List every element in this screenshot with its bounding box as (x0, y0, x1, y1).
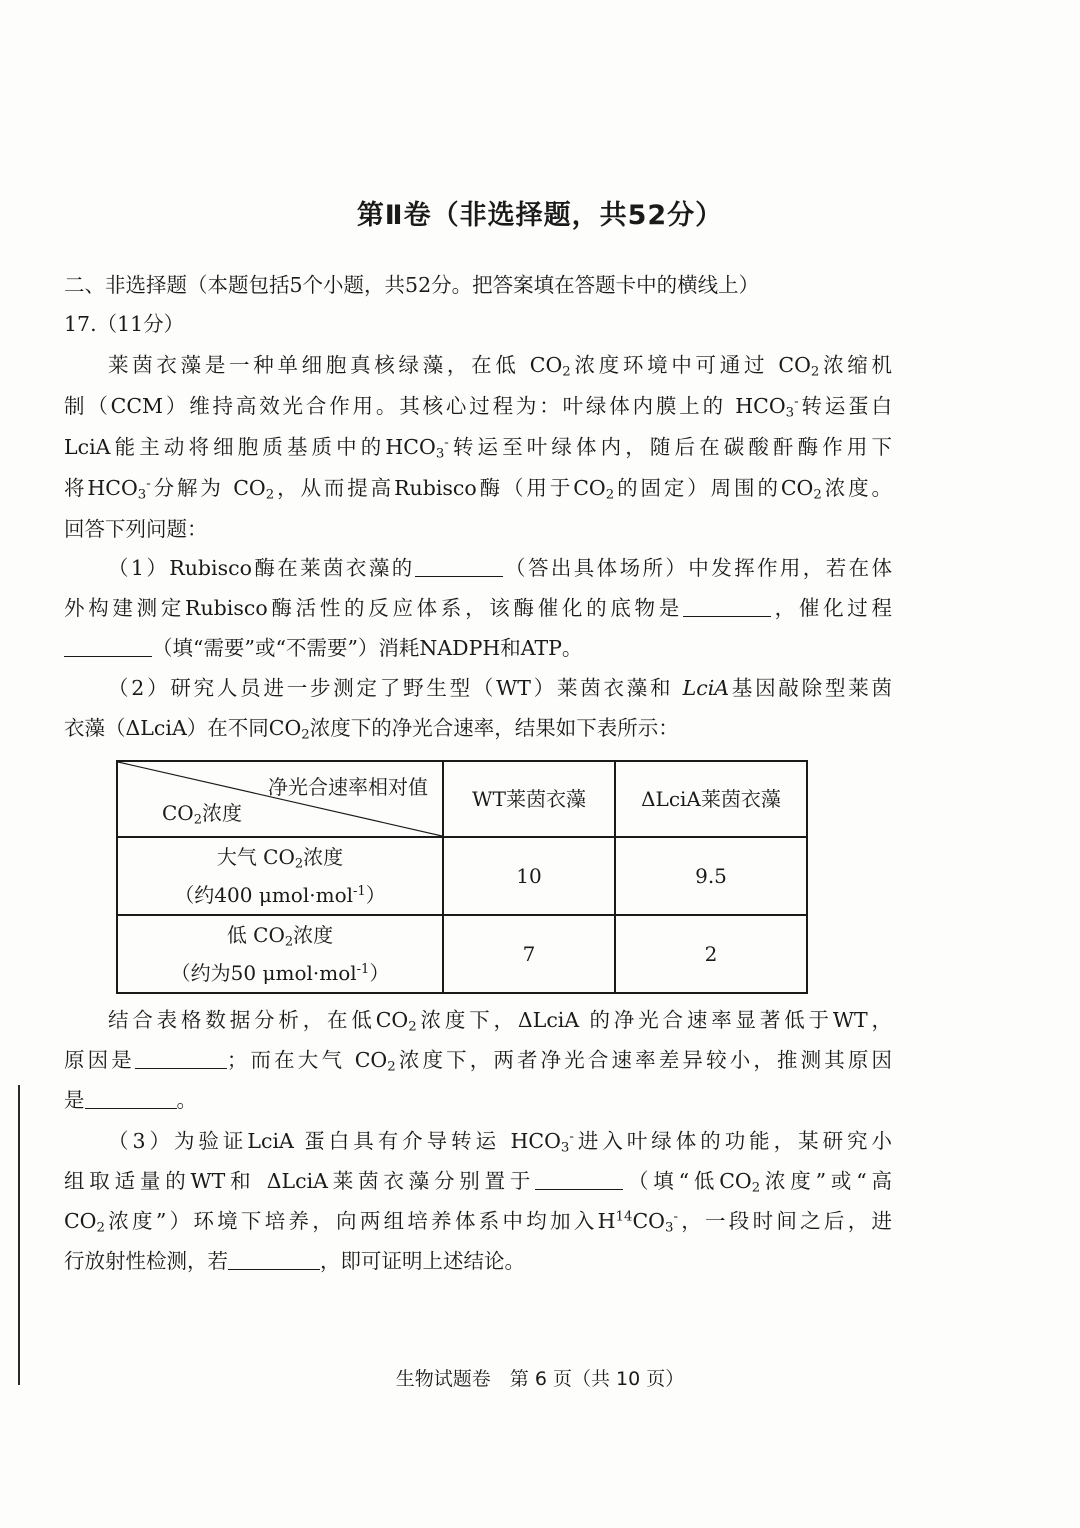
part2-analysis-2: 原因是 ；而在大气 $CO_2$浓度下，两者净光合速率差异较小，推测其原因 (64, 1048, 893, 1075)
part3-line-1: （3）为验证LciA 蛋白具有介导转运 $HCO_3^-$进入叶绿体的功能，某研究小 (108, 1129, 893, 1156)
answer-blank-4[interactable] (135, 1048, 227, 1070)
part2-line-2: 衣藻（ΔLciA）在不同$CO_2$浓度下的净光合速率，结果如下表所示： (64, 716, 679, 743)
cell-mutant: 9.5 (615, 837, 807, 915)
row-label: 低 $CO_2$浓度 （约为50 μmol·mol$^{-1}$） (117, 915, 443, 993)
part1-line-3: （填“需要”或“不需要”）消耗NADPH和ATP。 (64, 628, 892, 668)
intro-line-4: 将$HCO_3^-$分解为 $CO_2$，从而提高Rubisco酶（用于$CO_2$的固定）周围的$CO_2$浓度。 (64, 476, 892, 503)
intro-line-2: 制（CCM）维持高效光合作用。其核心过程为：叶绿体内膜上的 $HCO_3^-$转运蛋白 (64, 394, 893, 421)
answer-blank-5[interactable] (85, 1088, 177, 1110)
header-mutant: ΔLciA莱茵衣藻 (615, 761, 807, 837)
part2-analysis-1: 结合表格数据分析，在低$CO_2$浓度下，ΔLciA 的净光合速率显著低于WT， (108, 1008, 892, 1035)
section-header: 二、非选择题（本题包括5个小题，共52分。把答案填在答题卡中的横线上） (64, 273, 760, 297)
part2-analysis-3: 是 。 (64, 1088, 197, 1112)
answer-blank-6[interactable] (535, 1169, 623, 1191)
intro-line-5: 回答下列问题： (64, 517, 208, 541)
binding-margin-line (18, 1085, 20, 1385)
part3-line-4: 行放射性检测，若 ，即可证明上述结论。 (64, 1249, 525, 1273)
part3-line-2: 组取适量的WT和 ΔLciA莱茵衣藻分别置于 （填“低$CO_2$浓度”或“高 (64, 1169, 892, 1196)
intro-line-3: LciA能主动将细胞质基质中的$HCO_3^-$转运至叶绿体内，随后在碳酸酐酶作用下 (64, 435, 893, 462)
part2-line-1: （2）研究人员进一步测定了野生型（WT）莱茵衣藻和 LciA基因敲除型莱茵 (108, 676, 893, 700)
question-number: 17.（11分） (64, 312, 185, 336)
header-wt: WT莱茵衣藻 (443, 761, 615, 837)
header-rate-label: 净光合速率相对值 (268, 775, 428, 799)
results-table (116, 760, 808, 994)
page-title: 第Ⅱ卷（非选择题，共52分） (356, 200, 724, 231)
answer-blank-3[interactable] (64, 636, 152, 658)
row-label: 大气 $CO_2$浓度 （约400 μmol·mol$^{-1}$） (117, 837, 443, 915)
table-row (117, 915, 807, 993)
cell-mutant: 2 (615, 915, 807, 993)
cell-wt: 10 (443, 837, 615, 915)
table-row (117, 837, 807, 915)
part1-line-1: （1）Rubisco酶在莱茵衣藻的 （答出具体场所）中发挥作用，若在体 (108, 556, 893, 580)
part3-line-3: $CO_2$浓度”）环境下培养，向两组培养体系中均加入$H^{14}CO_3^-$，一段时间之后，进 (64, 1209, 892, 1236)
answer-blank-7[interactable] (228, 1249, 320, 1271)
part1-line-2: 外构建测定Rubisco酶活性的反应体系，该酶催化的底物是 ，催化过程 (64, 596, 892, 620)
page-footer: 生物试题卷 第 6 页（共 10 页） (395, 1368, 685, 1390)
cell-wt: 7 (443, 915, 615, 993)
answer-blank-2[interactable] (683, 596, 771, 618)
header-co2-label: $CO_2$浓度 (162, 801, 242, 828)
table-diagonal-header (117, 761, 443, 837)
answer-blank-1[interactable] (415, 556, 503, 578)
intro-line-1: 莱茵衣藻是一种单细胞真核绿藻，在低 $CO_2$浓度环境中可通过 $CO_2$浓缩机 (108, 353, 892, 380)
